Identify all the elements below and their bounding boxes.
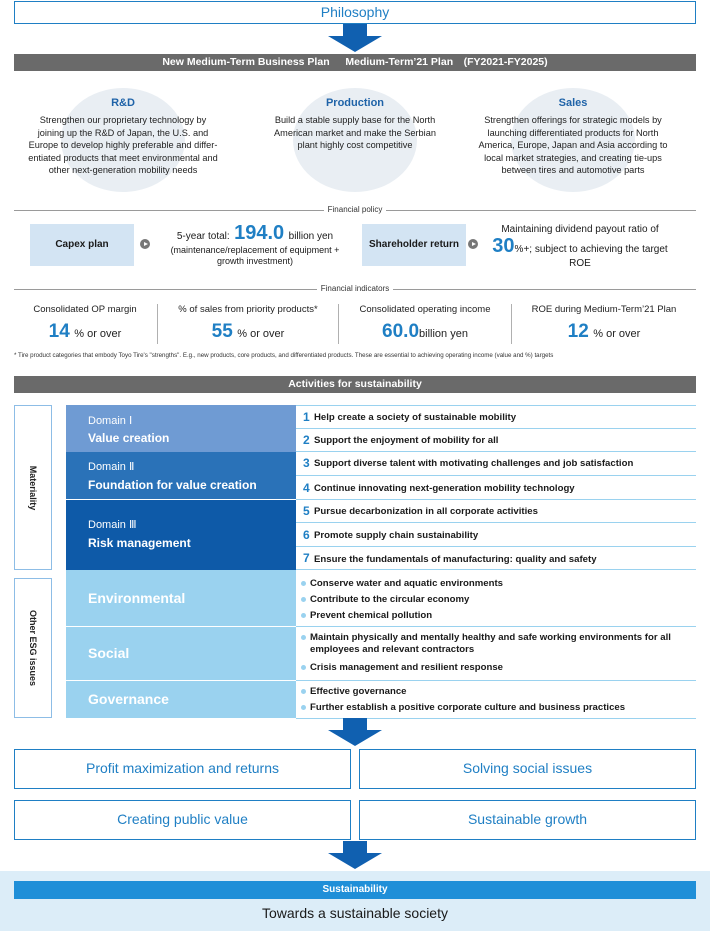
shareholder-detail: Maintaining dividend payout ratio of 30%+; subject to achieving the target ROE — [492, 224, 668, 269]
esg-divider — [296, 680, 696, 681]
esg-item: Further establish a positive corporate culture and business practices — [302, 702, 625, 713]
esg-environmental-cell: Environmental — [66, 570, 296, 626]
esg-item: Maintain physically and mentally healthy and safe working environments for all employees and relevant contractors — [302, 632, 687, 655]
footnote: * Tire product categories that embody Toyo Tire's "strengths". E.g., new products, core products, and differentiated products. These are essential to achieving operating income (value and %) targets — [14, 352, 554, 359]
esg-governance-cell: Governance — [66, 680, 296, 718]
materiality-row: 5 Pursue decarbonization in all corporate activities — [296, 500, 696, 523]
down-arrow-icon — [328, 841, 382, 869]
pillar-title: Production — [325, 97, 385, 109]
plan-bar: New Medium-Term Business Plan Medium-Term’21 Plan (FY2021-FY2025) — [14, 54, 696, 71]
esg-item: Prevent chemical pollution — [302, 610, 432, 621]
esg-item: Contribute to the circular economy — [302, 594, 469, 605]
materiality-row: 7 Ensure the fundamentals of manufacturing: quality and safety — [296, 547, 696, 570]
shareholder-return-box: Shareholder return — [362, 224, 466, 266]
outcome-solving-social-issues: Solving social issues — [359, 749, 696, 789]
pillar-sales — [464, 88, 682, 198]
domain-2-cell: Domain Ⅱ Foundation for value creation — [66, 452, 296, 499]
materiality-row: 2 Support the enjoyment of mobility for all — [296, 429, 696, 452]
sustainability-panel — [0, 871, 710, 931]
indicator-roe: ROE during Medium-Term’21 Plan 12 % or over — [531, 304, 677, 342]
indicator-operating-income: Consolidated operating income 60.0billion yen — [359, 304, 491, 342]
materiality-side-label: Materiality — [28, 465, 38, 510]
outcome-sustainable-growth: Sustainable growth — [359, 800, 696, 840]
play-icon — [468, 239, 478, 249]
esg-divider — [296, 626, 696, 627]
materiality-row: 1 Help create a society of sustainable mobility — [296, 406, 696, 429]
activities-bar: Activities for sustainability — [14, 376, 696, 393]
play-icon — [140, 239, 150, 249]
materiality-row: 4 Continue innovating next-generation mobility technology — [296, 476, 696, 500]
outcome-creating-public-value: Creating public value — [14, 800, 351, 840]
esg-social-cell: Social — [66, 626, 296, 680]
pillar-rnd — [14, 88, 232, 198]
down-arrow-icon — [328, 718, 382, 746]
pillar-text: Build a stable supply base for the North American market and make the Serbian plant highly cost competitive — [274, 115, 436, 151]
esg-item: Conserve water and aquatic environments — [302, 578, 503, 589]
domain-1-cell: Domain Ⅰ Value creation — [66, 405, 296, 452]
other-esg-side-box — [14, 578, 52, 718]
capex-plan-box: Capex plan — [30, 224, 134, 266]
outcome-profit-maximization: Profit maximization and returns — [14, 749, 351, 789]
pillar-title: Sales — [558, 97, 588, 109]
materiality-row: 3 Support diverse talent with motivating challenges and job satisfaction — [296, 452, 696, 476]
domain-3-cell: Domain Ⅲ Risk management — [66, 500, 296, 570]
sustainability-bar: Sustainability — [14, 881, 696, 899]
esg-item: Crisis management and resilient response — [302, 662, 503, 673]
esg-item: Effective governance — [302, 686, 407, 697]
materiality-side-box — [14, 405, 52, 570]
materiality-row: 6 Promote supply chain sustainability — [296, 523, 696, 547]
indicator-priority-products: % of sales from priority products* 55 % or over — [178, 304, 318, 342]
pillar-title: R&D — [111, 97, 135, 109]
pillar-text: Strengthen offerings for strategic models by launching differentiated products for North America, Europe, Japan and Asia according to local market strategies, and creating tie-ups between tires and automotive parts — [478, 115, 668, 176]
pillar-production — [246, 88, 464, 198]
pillar-text: Strengthen our proprietary technology by joining up the R&D of Japan, the U.S. and Europe to develop highly preferable and differ- entiated products that meet environmental and other next-generation mobility needs — [28, 115, 218, 176]
capex-detail: 5-year total: 194.0 billion yen (maintenance/replacement of equipment + growth investment) — [170, 222, 340, 266]
financial-indicators-label: Financial indicators — [0, 284, 710, 293]
philosophy-box: Philosophy — [14, 1, 696, 24]
esg-item-list — [296, 570, 696, 718]
financial-policy-label: Financial policy — [0, 205, 710, 214]
other-esg-side-label: Other ESG issues — [28, 609, 38, 687]
sustainability-text: Towards a sustainable society — [262, 905, 448, 921]
down-arrow-icon — [328, 24, 382, 52]
indicator-op-margin: Consolidated OP margin 14 % or over — [33, 304, 137, 342]
